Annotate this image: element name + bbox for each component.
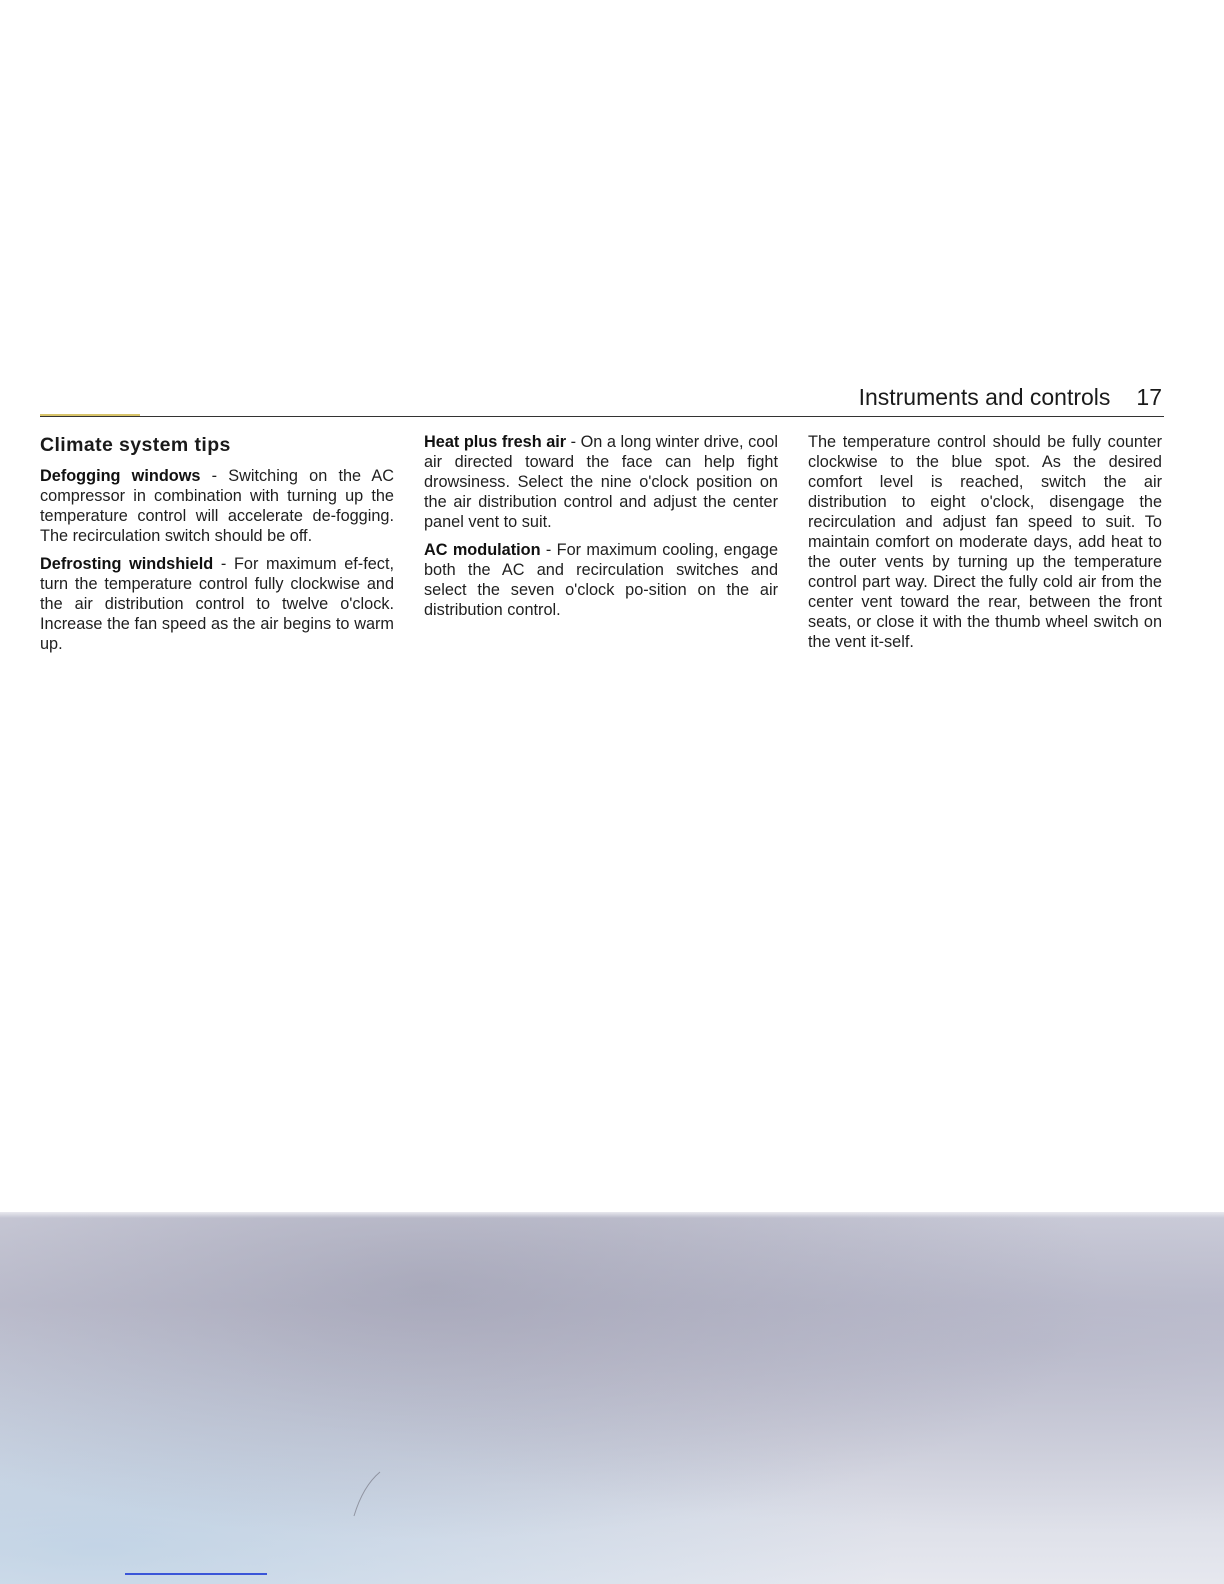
paragraph-lead: AC modulation: [424, 541, 541, 559]
paragraph-lead: Heat plus fresh air: [424, 433, 567, 451]
column-1: [40, 434, 394, 662]
paragraph-text: - On a long winter drive, cool air directed toward the face can help fight drowsiness. Select the nine o'clock position on the air distribution control and adjust the center panel vent to suit.: [424, 433, 778, 531]
paragraph-text: The temperature control should be fully counter clockwise to the blue spot. As the desired comfort level is reached, switch the air distribution to eight o'clock, disengage the recirculation and adjust fan speed to suit. To maintain comfort on moderate days, add heat to the outer vents by turning up the temperature control part way. Direct the fully cold air from the center vent toward the rear, between the front seats, or close it with the thumb wheel switch on the vent it-self.: [808, 433, 1162, 651]
paragraph-ac-modulation: [424, 540, 778, 620]
section-heading: Climate system tips: [40, 434, 231, 456]
paragraph-text: - For maximum cooling, engage both the AC and recirculation switches and select the seven o'clock po-sition on the air distribution control.: [424, 541, 778, 619]
blue-underline-mark: [125, 1573, 267, 1575]
paragraph-temperature-control: [808, 432, 1162, 652]
column-2: [424, 432, 778, 628]
page-number: 17: [1136, 384, 1162, 410]
paragraph-text: - For maximum ef-fect, turn the temperature control fully clockwise and the air distribution control to twelve o'clock. Increase the fan speed as the air begins to warm up.: [40, 555, 394, 653]
scan-shadow: [0, 1212, 1224, 1584]
section-title-header: Instruments and controls: [858, 384, 1111, 410]
paragraph-lead: Defrosting windshield: [40, 555, 214, 573]
paragraph-text: - Switching on the AC compressor in combination with turning up the temperature control will accelerate de-fogging. The recirculation switch should be off.: [40, 467, 395, 545]
paragraph-defogging-windows: [40, 466, 394, 546]
header-rule: [40, 416, 1164, 417]
paragraph-defrosting-windshield: [40, 554, 394, 654]
scratch-mark: [352, 1470, 382, 1518]
page-header: [859, 384, 1162, 411]
scan-shadow-edge: [0, 1212, 1224, 1218]
column-3: [808, 432, 1162, 660]
paragraph-heat-plus-fresh-air: [424, 432, 778, 532]
paragraph-lead: Defogging windows: [40, 467, 201, 485]
